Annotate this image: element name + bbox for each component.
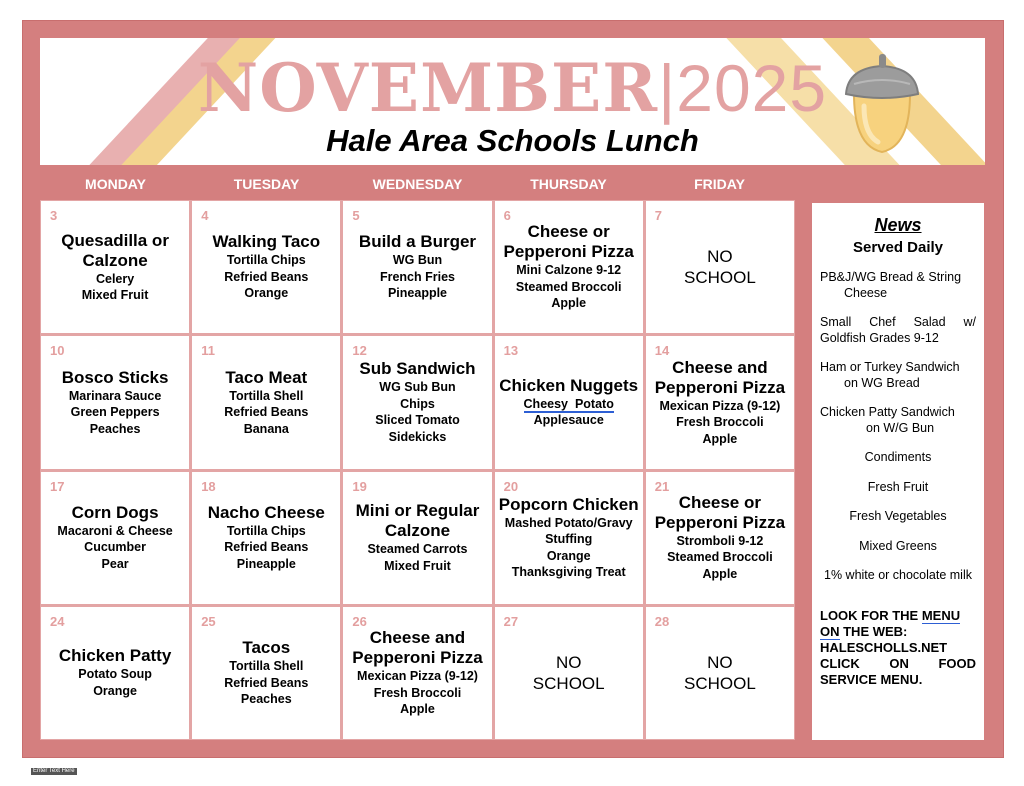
day-menu [343,336,491,468]
side-item: Mexican Pizza (9-12) [357,669,478,684]
side-item: Mixed Fruit [81,288,149,303]
day-number: 10 [50,343,65,359]
side-item: Orange [546,548,591,563]
news-item-line: 1% white or chocolate milk [824,568,972,582]
news-title: News [874,215,922,235]
day-number: 21 [654,478,670,494]
day-number: 24 [50,613,65,629]
side-item: Pear [101,556,129,571]
side-item: Orange [93,683,137,698]
footer-on-word: ON [820,623,840,639]
side-item: WG Sub Bun [379,380,456,395]
footer-line: LOOK FOR THE [820,607,922,623]
side-item: Peaches [240,692,292,707]
side-item: Tortilla Shell [229,659,304,674]
news-item [820,539,976,555]
day-cell [646,472,794,604]
news-item-line: Fresh Vegetables [849,509,947,523]
weekday-label: MONDAY [85,176,146,192]
day-menu [646,607,794,739]
entree-label: Corn Dogs [71,502,159,522]
weekday-label: TUESDAY [233,176,300,192]
news-item-line: Fresh Fruit [867,479,929,494]
no-school-label: NO [707,247,733,267]
side-item: Mixed Fruit [384,558,451,573]
entree-label: Build a Burger [358,232,477,252]
day-number: 4 [201,208,209,223]
day-cell [495,201,643,333]
day-cell [343,336,491,468]
news-served-daily: Served Daily [852,239,944,256]
side-item: Fresh Broccoli [373,685,462,700]
news-item-line: on W/G Bun [866,420,935,435]
weekday-label: FRIDAY [694,176,745,192]
side-item: Cheesy Potato [523,396,614,411]
day-menu [41,607,189,739]
acorn-icon [840,54,924,154]
day-menu [192,472,340,604]
no-school-label: SCHOOL [532,673,605,693]
day-number: 17 [50,478,65,494]
side-item: Tortilla Chips [226,253,306,268]
side-item: WG Bun [392,253,443,268]
side-item: French Fries [379,269,455,284]
entree-label: Taco Meat [225,367,308,387]
day-menu [343,201,491,333]
side-item: Stuffing [545,532,593,547]
news-item [820,568,976,584]
news-footer [820,608,976,688]
entree-label: Pepperoni Pizza [654,512,786,532]
day-cell [495,472,643,604]
entree-label: Popcorn Chicken [498,494,639,514]
entree-label: Calzone [384,521,451,541]
calendar-grid [40,200,795,740]
day-cell [646,201,794,333]
title-separator: | [658,51,677,125]
side-item: Stromboli 9-12 [676,533,764,548]
day-menu [495,472,643,604]
side-item: Pineapple [236,556,296,571]
day-number: 5 [352,208,360,223]
side-item: Chips [400,396,435,411]
footer-menu-word: MENU [921,607,961,623]
day-number: 14 [654,343,670,359]
footer-placeholder-text: Enter Text Here [33,768,75,774]
side-item: Steamed Broccoli [667,550,773,565]
news-item-line: Cheese [844,285,888,300]
side-item: Peaches [89,421,141,436]
day-cell [41,201,189,333]
day-number: 28 [654,613,670,629]
news-item-line: Condiments [864,450,932,464]
news-item [820,360,976,391]
day-cell [192,201,340,333]
footer-line: THE WEB: [839,623,908,639]
entree-label: Walking Taco [212,232,321,252]
entree-label: Nacho Cheese [207,502,325,522]
entree-label: Tacos [242,638,291,658]
day-number: 27 [503,613,519,629]
day-menu [646,472,794,604]
news-item-line: Mixed Greens [859,538,937,553]
day-number: 7 [654,208,663,223]
side-item: Apple [400,702,435,717]
side-item: Thanksgiving Treat [511,565,626,580]
news-item [820,480,976,496]
no-school-label: SCHOOL [683,268,756,288]
day-menu [495,201,643,333]
day-cell [646,607,794,739]
side-item: Mashed Potato/Gravy [504,515,633,530]
day-menu [646,336,794,468]
footer-line: CLICK ON FOOD [820,655,976,671]
side-item: Fresh Broccoli [676,415,764,430]
news-list [820,270,976,584]
no-school-label: SCHOOL [683,673,756,693]
side-item: Mexican Pizza (9-12) [659,398,781,413]
side-item: Sidekicks [388,429,447,444]
side-item: Marinara Sauce [68,388,162,403]
day-cell [343,607,491,739]
news-item [820,315,976,346]
day-menu [343,607,491,739]
entree-label: Cheese and [672,357,768,377]
side-item: Refried Beans [224,269,309,284]
side-item: Mini Calzone 9-12 [516,263,622,278]
side-item: Apple [551,296,587,311]
side-item: Pineapple [387,286,448,301]
entree-label: Quesadilla or [61,230,169,250]
footer-website: HALESCHOLLS.NET [820,639,948,655]
entree-label: Pepperoni Pizza [654,377,786,397]
entree-label: Pepperoni Pizza [503,242,634,262]
title-year: 2025 [676,51,828,125]
side-item: Steamed Carrots [367,542,468,557]
day-cell [495,607,643,739]
day-number: 6 [503,208,511,223]
day-menu [192,336,340,468]
day-menu [41,336,189,468]
day-cell [192,607,340,739]
day-cell [343,472,491,604]
day-number: 3 [50,208,58,223]
side-item: Refried Beans [224,675,309,690]
day-menu [343,472,491,604]
entree-label: Sub Sandwich [359,359,476,379]
no-school-label: NO [707,652,733,672]
news-panel [812,203,984,740]
day-cell [41,472,189,604]
day-number: 13 [503,343,519,359]
side-item: Refried Beans [224,540,309,555]
day-menu [646,201,794,333]
side-item: Celery [95,271,135,286]
day-number: 12 [352,343,367,359]
side-item: Green Peppers [70,405,160,420]
side-item: Macaroni & Cheese [57,523,173,538]
side-item: Cucumber [84,540,146,555]
no-school-label: NO [555,652,582,672]
entree-label: Pepperoni Pizza [352,648,483,668]
day-cell [41,607,189,739]
day-cell [343,201,491,333]
footer-line: SERVICE MENU. [820,671,923,687]
news-item-line: Small Chef Salad w/ [820,315,976,329]
entree-label: Chicken Nuggets [499,375,639,395]
side-item: Tortilla Chips [226,523,306,538]
entree-label: Cheese or [678,492,761,512]
side-item-row [524,396,614,413]
side-item: Potato Soup [78,667,152,682]
news-item [820,270,976,301]
day-cell [192,336,340,468]
day-menu [192,201,340,333]
side-item: Banana [243,421,289,436]
entree-label: Cheese and [369,628,466,648]
entree-label: Calzone [82,250,148,270]
day-menu [41,201,189,333]
news-item-line: Chicken Patty Sandwich [820,405,955,419]
weekday-header [40,172,795,196]
day-cell [192,472,340,604]
day-number: 25 [201,613,216,629]
news-item [820,405,976,436]
day-menu [495,607,643,739]
day-number: 11 [201,343,215,359]
calendar-header [40,38,985,165]
entree-label: Cheese or [527,222,610,242]
page-subtitle: Hale Area Schools Lunch [326,123,699,158]
day-cell [41,336,189,468]
entree-label: Bosco Sticks [61,367,169,387]
side-item: Apple [702,566,738,581]
day-number: 26 [352,613,367,629]
side-item: Refried Beans [224,405,309,420]
news-item-line: Goldfish Grades 9-12 [820,330,939,345]
side-item: Applesauce [533,413,604,428]
side-item: Tortilla Shell [229,388,304,403]
day-cell [646,336,794,468]
side-item: Sliced Tomato [375,413,460,428]
day-number: 18 [201,478,216,494]
weekday-label: WEDNESDAY [372,176,463,192]
day-menu [495,336,643,468]
day-cell [495,336,643,468]
news-item-line: on WG Bread [844,375,920,390]
side-item: Apple [702,431,738,446]
day-number: 20 [503,478,519,494]
entree-label: Mini or Regular [355,501,480,521]
news-item-line: PB&J/WG Bread & String [820,270,962,284]
side-item: Steamed Broccoli [515,279,622,294]
title-month: NOVEMBER [197,49,659,127]
side-item: Orange [244,286,289,301]
day-menu [41,472,189,604]
news-item [820,509,976,525]
news-item [820,450,976,466]
day-number: 19 [352,478,367,494]
news-item-line: Ham or Turkey Sandwich [820,360,960,374]
weekday-label: THURSDAY [530,176,607,192]
entree-label: Chicken Patty [58,646,172,666]
day-menu [192,607,340,739]
